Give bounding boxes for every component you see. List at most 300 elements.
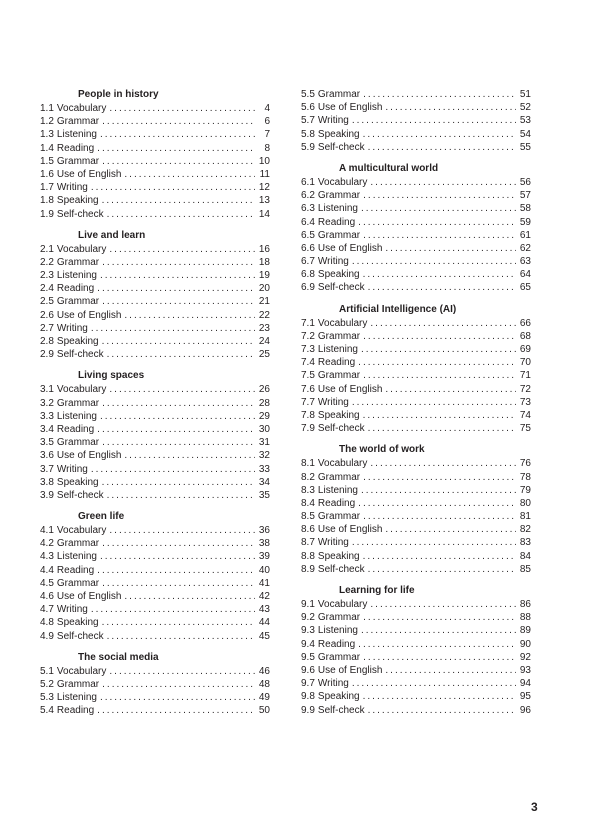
entry-number: 2.9 bbox=[40, 349, 54, 361]
entry-label: Writing bbox=[56, 182, 88, 194]
entry-label: Listening bbox=[317, 344, 358, 355]
toc-entry[interactable] bbox=[301, 471, 531, 484]
dot-leader bbox=[124, 449, 255, 462]
toc-entry[interactable] bbox=[40, 590, 270, 603]
toc-entry[interactable] bbox=[301, 704, 531, 717]
entry-page: 96 bbox=[519, 704, 531, 716]
entry-number: 6.1 bbox=[301, 176, 315, 188]
entry-label: Grammar bbox=[56, 538, 100, 550]
entry-page: 13 bbox=[258, 195, 270, 207]
dot-leader bbox=[363, 128, 516, 141]
entry-label: Grammar bbox=[56, 577, 100, 589]
entry-page: 49 bbox=[258, 692, 270, 704]
toc-entry[interactable] bbox=[40, 322, 270, 335]
entry-page: 42 bbox=[258, 591, 270, 602]
dot-leader bbox=[385, 101, 516, 114]
dot-leader bbox=[102, 397, 255, 410]
toc-entry[interactable] bbox=[301, 677, 531, 690]
toc-entry[interactable] bbox=[301, 536, 531, 549]
entry-page: 73 bbox=[519, 396, 531, 408]
dot-leader bbox=[109, 102, 255, 115]
entry-label: Self-check bbox=[56, 208, 104, 220]
entry-label: Listening bbox=[317, 484, 358, 496]
entry-page: 89 bbox=[519, 625, 531, 637]
toc-section bbox=[301, 443, 531, 576]
dot-leader bbox=[100, 410, 255, 423]
entry-page: 79 bbox=[519, 484, 531, 496]
entry-page: 61 bbox=[519, 229, 531, 241]
entry-page: 86 bbox=[519, 599, 531, 610]
toc-section bbox=[301, 303, 531, 436]
toc-entry[interactable] bbox=[40, 208, 270, 221]
entry-number: 1.4 bbox=[40, 142, 54, 154]
toc-entry[interactable] bbox=[40, 181, 270, 194]
toc-entry[interactable] bbox=[40, 335, 270, 348]
toc-entry[interactable] bbox=[301, 484, 531, 497]
entry-label: Writing bbox=[317, 396, 349, 408]
entry-page: 26 bbox=[258, 384, 270, 396]
dot-leader bbox=[363, 611, 516, 624]
toc-entry[interactable] bbox=[40, 537, 270, 550]
toc-entry[interactable] bbox=[40, 564, 270, 577]
toc-entry[interactable] bbox=[40, 704, 270, 717]
toc-entry[interactable] bbox=[40, 436, 270, 449]
entry-page: 93 bbox=[519, 664, 531, 676]
entry-label: Speaking bbox=[317, 269, 360, 281]
entry-label: Speaking bbox=[56, 617, 99, 629]
toc-entry[interactable] bbox=[40, 691, 270, 704]
entry-label: Writing bbox=[56, 322, 88, 334]
entry-page: 56 bbox=[519, 176, 531, 188]
entry-number: 6.6 bbox=[301, 242, 315, 254]
toc-section bbox=[40, 229, 270, 362]
toc-entry[interactable] bbox=[40, 577, 270, 590]
entry-page: 51 bbox=[519, 89, 531, 100]
dot-leader bbox=[368, 141, 516, 154]
entry-number: 9.8 bbox=[301, 691, 315, 703]
entry-page: 28 bbox=[258, 397, 270, 409]
toc-entry[interactable] bbox=[301, 268, 531, 281]
toc-entry[interactable] bbox=[301, 651, 531, 664]
entry-label: Grammar bbox=[56, 678, 100, 690]
entry-page: 78 bbox=[519, 471, 531, 483]
dot-leader bbox=[124, 168, 255, 181]
toc-entry[interactable] bbox=[40, 550, 270, 563]
dot-leader bbox=[385, 664, 516, 677]
dot-leader bbox=[363, 510, 516, 523]
toc-entry[interactable] bbox=[301, 330, 531, 343]
toc-entry[interactable] bbox=[40, 243, 270, 256]
toc-entry[interactable] bbox=[40, 128, 270, 141]
toc-entry[interactable] bbox=[40, 256, 270, 269]
entry-page: 95 bbox=[519, 691, 531, 703]
entry-number: 7.2 bbox=[301, 330, 315, 342]
entry-number: 4.5 bbox=[40, 577, 54, 589]
dot-leader bbox=[363, 369, 516, 382]
toc-entry[interactable] bbox=[301, 624, 531, 637]
section-title: Artificial Intelligence (AI) bbox=[339, 303, 457, 315]
toc-entry[interactable] bbox=[40, 423, 270, 436]
entry-number: 9.2 bbox=[301, 612, 315, 624]
toc-entry[interactable] bbox=[301, 497, 531, 510]
toc-left-column bbox=[40, 88, 270, 718]
toc-entry[interactable] bbox=[40, 155, 270, 168]
entry-label: Listening bbox=[56, 270, 97, 282]
entry-page: 69 bbox=[519, 344, 531, 355]
section-title: Learning for life bbox=[339, 585, 415, 596]
entry-label: Self-check bbox=[56, 630, 104, 642]
toc-entry[interactable] bbox=[40, 168, 270, 181]
entry-page: 7 bbox=[264, 129, 270, 141]
entry-number: 7.3 bbox=[301, 344, 315, 355]
entry-label: Self-check bbox=[317, 704, 365, 716]
dot-leader bbox=[358, 216, 516, 229]
toc-entry[interactable] bbox=[40, 348, 270, 361]
toc-entry[interactable] bbox=[40, 410, 270, 423]
entry-page: 55 bbox=[519, 141, 531, 153]
entry-number: 4.1 bbox=[40, 525, 54, 537]
toc-entry[interactable] bbox=[40, 102, 270, 115]
toc-entry[interactable] bbox=[301, 510, 531, 523]
entry-number: 2.5 bbox=[40, 296, 54, 308]
dot-leader bbox=[352, 536, 516, 549]
dot-leader bbox=[361, 624, 516, 637]
toc-entry[interactable] bbox=[301, 409, 531, 422]
dot-leader bbox=[102, 295, 255, 308]
entry-label: Listening bbox=[56, 410, 97, 422]
dot-leader bbox=[102, 678, 255, 691]
entry-number: 3.8 bbox=[40, 476, 54, 488]
toc-entry[interactable] bbox=[301, 563, 531, 576]
entry-number: 5.9 bbox=[301, 141, 315, 153]
entry-label: Grammar bbox=[317, 370, 361, 382]
entry-number: 7.4 bbox=[301, 357, 315, 369]
entry-number: 1.6 bbox=[40, 168, 54, 180]
entry-label: Vocabulary bbox=[317, 176, 368, 188]
entry-label: Reading bbox=[317, 216, 356, 228]
dot-leader bbox=[107, 489, 255, 502]
toc-entry[interactable] bbox=[40, 194, 270, 207]
toc-section bbox=[40, 510, 270, 643]
entry-page: 46 bbox=[258, 665, 270, 677]
toc-entry[interactable] bbox=[301, 114, 531, 127]
entry-number: 6.8 bbox=[301, 269, 315, 281]
entry-page: 29 bbox=[258, 410, 270, 422]
entry-page: 84 bbox=[519, 550, 531, 562]
toc-entry[interactable] bbox=[301, 356, 531, 369]
entry-label: Vocabulary bbox=[317, 317, 368, 329]
dot-leader bbox=[97, 704, 255, 717]
entry-label: Speaking bbox=[56, 476, 99, 488]
entry-number: 9.6 bbox=[301, 664, 315, 676]
toc-entry[interactable] bbox=[40, 295, 270, 308]
entry-number: 3.5 bbox=[40, 437, 54, 449]
entry-page: 12 bbox=[258, 182, 270, 194]
toc-entry[interactable] bbox=[301, 523, 531, 536]
dot-leader bbox=[124, 309, 255, 322]
entry-number: 6.3 bbox=[301, 203, 315, 215]
entry-label: Speaking bbox=[317, 409, 360, 421]
entry-number: 6.7 bbox=[301, 256, 315, 268]
dot-leader bbox=[363, 690, 516, 703]
entry-number: 8.1 bbox=[301, 458, 315, 470]
toc-section bbox=[301, 88, 531, 154]
entry-label: Use of English bbox=[56, 309, 122, 321]
entry-number: 7.6 bbox=[301, 383, 315, 395]
entry-label: Grammar bbox=[317, 612, 361, 624]
entry-label: Use of English bbox=[56, 168, 122, 180]
dot-leader bbox=[352, 396, 516, 409]
entry-label: Reading bbox=[317, 497, 356, 509]
dot-leader bbox=[91, 181, 255, 194]
entry-label: Vocabulary bbox=[56, 525, 107, 537]
entry-label: Grammar bbox=[56, 256, 100, 268]
entry-page: 45 bbox=[258, 630, 270, 642]
dot-leader bbox=[102, 155, 255, 168]
dot-leader bbox=[107, 348, 255, 361]
toc-entry[interactable] bbox=[40, 678, 270, 691]
dot-leader bbox=[91, 603, 255, 616]
toc-entry[interactable] bbox=[40, 383, 270, 396]
entry-page: 10 bbox=[258, 155, 270, 167]
entry-label: Self-check bbox=[317, 282, 365, 294]
entry-label: Grammar bbox=[317, 511, 361, 523]
dot-leader bbox=[100, 550, 255, 563]
toc-entry[interactable] bbox=[40, 463, 270, 476]
entry-page: 23 bbox=[258, 322, 270, 334]
entry-number: 3.9 bbox=[40, 489, 54, 501]
entry-number: 4.6 bbox=[40, 591, 54, 602]
entry-page: 65 bbox=[519, 282, 531, 294]
entry-number: 2.2 bbox=[40, 256, 54, 268]
entry-page: 70 bbox=[519, 357, 531, 369]
entry-page: 32 bbox=[258, 450, 270, 462]
entry-number: 7.8 bbox=[301, 409, 315, 421]
dot-leader bbox=[91, 322, 255, 335]
entry-page: 18 bbox=[258, 256, 270, 268]
entry-page: 41 bbox=[258, 577, 270, 589]
entry-number: 9.9 bbox=[301, 704, 315, 716]
toc-entry[interactable] bbox=[301, 281, 531, 294]
toc-entry[interactable] bbox=[301, 242, 531, 255]
section-title: People in history bbox=[78, 89, 159, 100]
entry-number: 9.1 bbox=[301, 599, 315, 610]
dot-leader bbox=[97, 423, 255, 436]
dot-leader bbox=[363, 550, 516, 563]
toc-entry[interactable] bbox=[301, 216, 531, 229]
toc-entry[interactable] bbox=[301, 422, 531, 435]
toc-entry[interactable] bbox=[40, 449, 270, 462]
section-title: Green life bbox=[78, 511, 125, 523]
entry-page: 57 bbox=[519, 190, 531, 202]
entry-label: Listening bbox=[317, 203, 358, 215]
entry-label: Grammar bbox=[317, 89, 361, 100]
entry-number: 6.9 bbox=[301, 282, 315, 294]
entry-page: 63 bbox=[519, 256, 531, 268]
entry-label: Use of English bbox=[317, 242, 383, 254]
entry-label: Writing bbox=[317, 678, 349, 690]
dot-leader bbox=[124, 590, 255, 603]
toc-entry[interactable] bbox=[40, 489, 270, 502]
dot-leader bbox=[91, 463, 255, 476]
entry-number: 5.2 bbox=[40, 678, 54, 690]
entry-page: 62 bbox=[519, 242, 531, 254]
toc-entry[interactable] bbox=[40, 616, 270, 629]
entry-page: 20 bbox=[258, 283, 270, 295]
dot-leader bbox=[97, 142, 255, 155]
entry-page: 8 bbox=[264, 142, 270, 154]
dot-leader bbox=[370, 317, 516, 330]
entry-number: 5.7 bbox=[301, 115, 315, 127]
toc-entry[interactable] bbox=[40, 524, 270, 537]
toc-entry[interactable] bbox=[301, 383, 531, 396]
entry-number: 5.4 bbox=[40, 705, 54, 717]
dot-leader bbox=[102, 256, 255, 269]
toc-entry[interactable] bbox=[301, 664, 531, 677]
dot-leader bbox=[102, 616, 255, 629]
entry-label: Grammar bbox=[317, 330, 361, 342]
entry-number: 3.1 bbox=[40, 384, 54, 396]
entry-page: 16 bbox=[258, 243, 270, 255]
entry-label: Speaking bbox=[56, 195, 99, 207]
entry-page: 30 bbox=[258, 423, 270, 435]
entry-page: 48 bbox=[258, 678, 270, 690]
toc-entry[interactable] bbox=[301, 457, 531, 470]
entry-number: 9.5 bbox=[301, 651, 315, 663]
toc-entry[interactable] bbox=[301, 88, 531, 101]
toc-entry[interactable] bbox=[301, 255, 531, 268]
entry-page: 22 bbox=[258, 309, 270, 321]
dot-leader bbox=[102, 194, 255, 207]
dot-leader bbox=[363, 268, 516, 281]
entry-number: 7.5 bbox=[301, 370, 315, 382]
toc-entry[interactable] bbox=[301, 396, 531, 409]
toc-entry[interactable] bbox=[301, 229, 531, 242]
entry-label: Reading bbox=[56, 705, 95, 717]
toc-entry[interactable] bbox=[301, 189, 531, 202]
toc-entry[interactable] bbox=[40, 309, 270, 322]
entry-label: Reading bbox=[317, 638, 356, 650]
entry-page: 59 bbox=[519, 216, 531, 228]
entry-number: 1.5 bbox=[40, 155, 54, 167]
entry-page: 38 bbox=[258, 538, 270, 550]
toc-entry[interactable] bbox=[40, 476, 270, 489]
entry-label: Self-check bbox=[317, 563, 365, 575]
entry-number: 3.7 bbox=[40, 463, 54, 475]
entry-page: 6 bbox=[264, 116, 270, 128]
entry-page: 68 bbox=[519, 330, 531, 342]
entry-number: 1.9 bbox=[40, 208, 54, 220]
entry-label: Grammar bbox=[317, 190, 361, 202]
dot-leader bbox=[352, 255, 516, 268]
toc-entry[interactable] bbox=[301, 369, 531, 382]
dot-leader bbox=[385, 523, 516, 536]
dot-leader bbox=[352, 677, 516, 690]
toc-entry[interactable] bbox=[301, 141, 531, 154]
entry-page: 39 bbox=[258, 551, 270, 563]
entry-number: 9.3 bbox=[301, 625, 315, 637]
entry-label: Writing bbox=[317, 537, 349, 549]
entry-number: 7.7 bbox=[301, 396, 315, 408]
toc-entry[interactable] bbox=[40, 665, 270, 678]
toc-entry[interactable] bbox=[40, 603, 270, 616]
toc-section bbox=[40, 651, 270, 718]
entry-page: 92 bbox=[519, 651, 531, 663]
toc-entry[interactable] bbox=[40, 397, 270, 410]
section-title: The social media bbox=[78, 651, 159, 663]
entry-page: 81 bbox=[519, 511, 531, 523]
entry-number: 5.5 bbox=[301, 89, 315, 100]
toc-entry[interactable] bbox=[301, 638, 531, 651]
dot-leader bbox=[361, 343, 516, 356]
entry-page: 33 bbox=[258, 463, 270, 475]
entry-number: 6.5 bbox=[301, 229, 315, 241]
entry-label: Vocabulary bbox=[56, 384, 107, 396]
toc-entry[interactable] bbox=[301, 550, 531, 563]
toc-entry[interactable] bbox=[301, 690, 531, 703]
dot-leader bbox=[97, 564, 255, 577]
entry-number: 4.2 bbox=[40, 538, 54, 550]
toc-entry[interactable] bbox=[301, 598, 531, 611]
toc-entry[interactable] bbox=[40, 142, 270, 155]
entry-number: 6.2 bbox=[301, 190, 315, 202]
entry-label: Vocabulary bbox=[56, 243, 107, 255]
entry-page: 94 bbox=[519, 678, 531, 690]
dot-leader bbox=[102, 115, 255, 128]
toc-entry[interactable] bbox=[301, 317, 531, 330]
entry-label: Grammar bbox=[56, 437, 100, 449]
entry-number: 8.3 bbox=[301, 484, 315, 496]
toc-entry[interactable] bbox=[40, 282, 270, 295]
toc-entry[interactable] bbox=[40, 115, 270, 128]
entry-label: Grammar bbox=[56, 116, 100, 128]
dot-leader bbox=[363, 330, 516, 343]
entry-label: Listening bbox=[56, 129, 97, 141]
entry-page: 82 bbox=[519, 524, 531, 536]
dot-leader bbox=[100, 691, 255, 704]
toc-entry[interactable] bbox=[301, 343, 531, 356]
toc-entry[interactable] bbox=[301, 176, 531, 189]
dot-leader bbox=[102, 476, 255, 489]
entry-page: 31 bbox=[258, 437, 270, 449]
toc-entry[interactable] bbox=[301, 611, 531, 624]
entry-label: Writing bbox=[317, 115, 349, 127]
entry-page: 54 bbox=[519, 128, 531, 140]
toc-entry[interactable] bbox=[40, 630, 270, 643]
toc-entry[interactable] bbox=[301, 202, 531, 215]
entry-label: Reading bbox=[56, 142, 95, 154]
entry-label: Grammar bbox=[56, 296, 100, 308]
dot-leader bbox=[363, 409, 516, 422]
entry-number: 5.1 bbox=[40, 665, 54, 677]
entry-number: 1.8 bbox=[40, 195, 54, 207]
toc-entry[interactable] bbox=[40, 269, 270, 282]
entry-label: Vocabulary bbox=[56, 103, 107, 114]
entry-page: 71 bbox=[519, 370, 531, 382]
dot-leader bbox=[368, 563, 516, 576]
entry-label: Reading bbox=[56, 423, 95, 435]
entry-number: 8.9 bbox=[301, 563, 315, 575]
dot-leader bbox=[363, 88, 516, 101]
dot-leader bbox=[109, 383, 255, 396]
entry-label: Use of English bbox=[56, 591, 122, 602]
toc-entry[interactable] bbox=[301, 101, 531, 114]
toc-entry[interactable] bbox=[301, 128, 531, 141]
entry-number: 3.3 bbox=[40, 410, 54, 422]
entry-number: 9.4 bbox=[301, 638, 315, 650]
dot-leader bbox=[368, 704, 516, 717]
entry-page: 11 bbox=[259, 168, 270, 180]
